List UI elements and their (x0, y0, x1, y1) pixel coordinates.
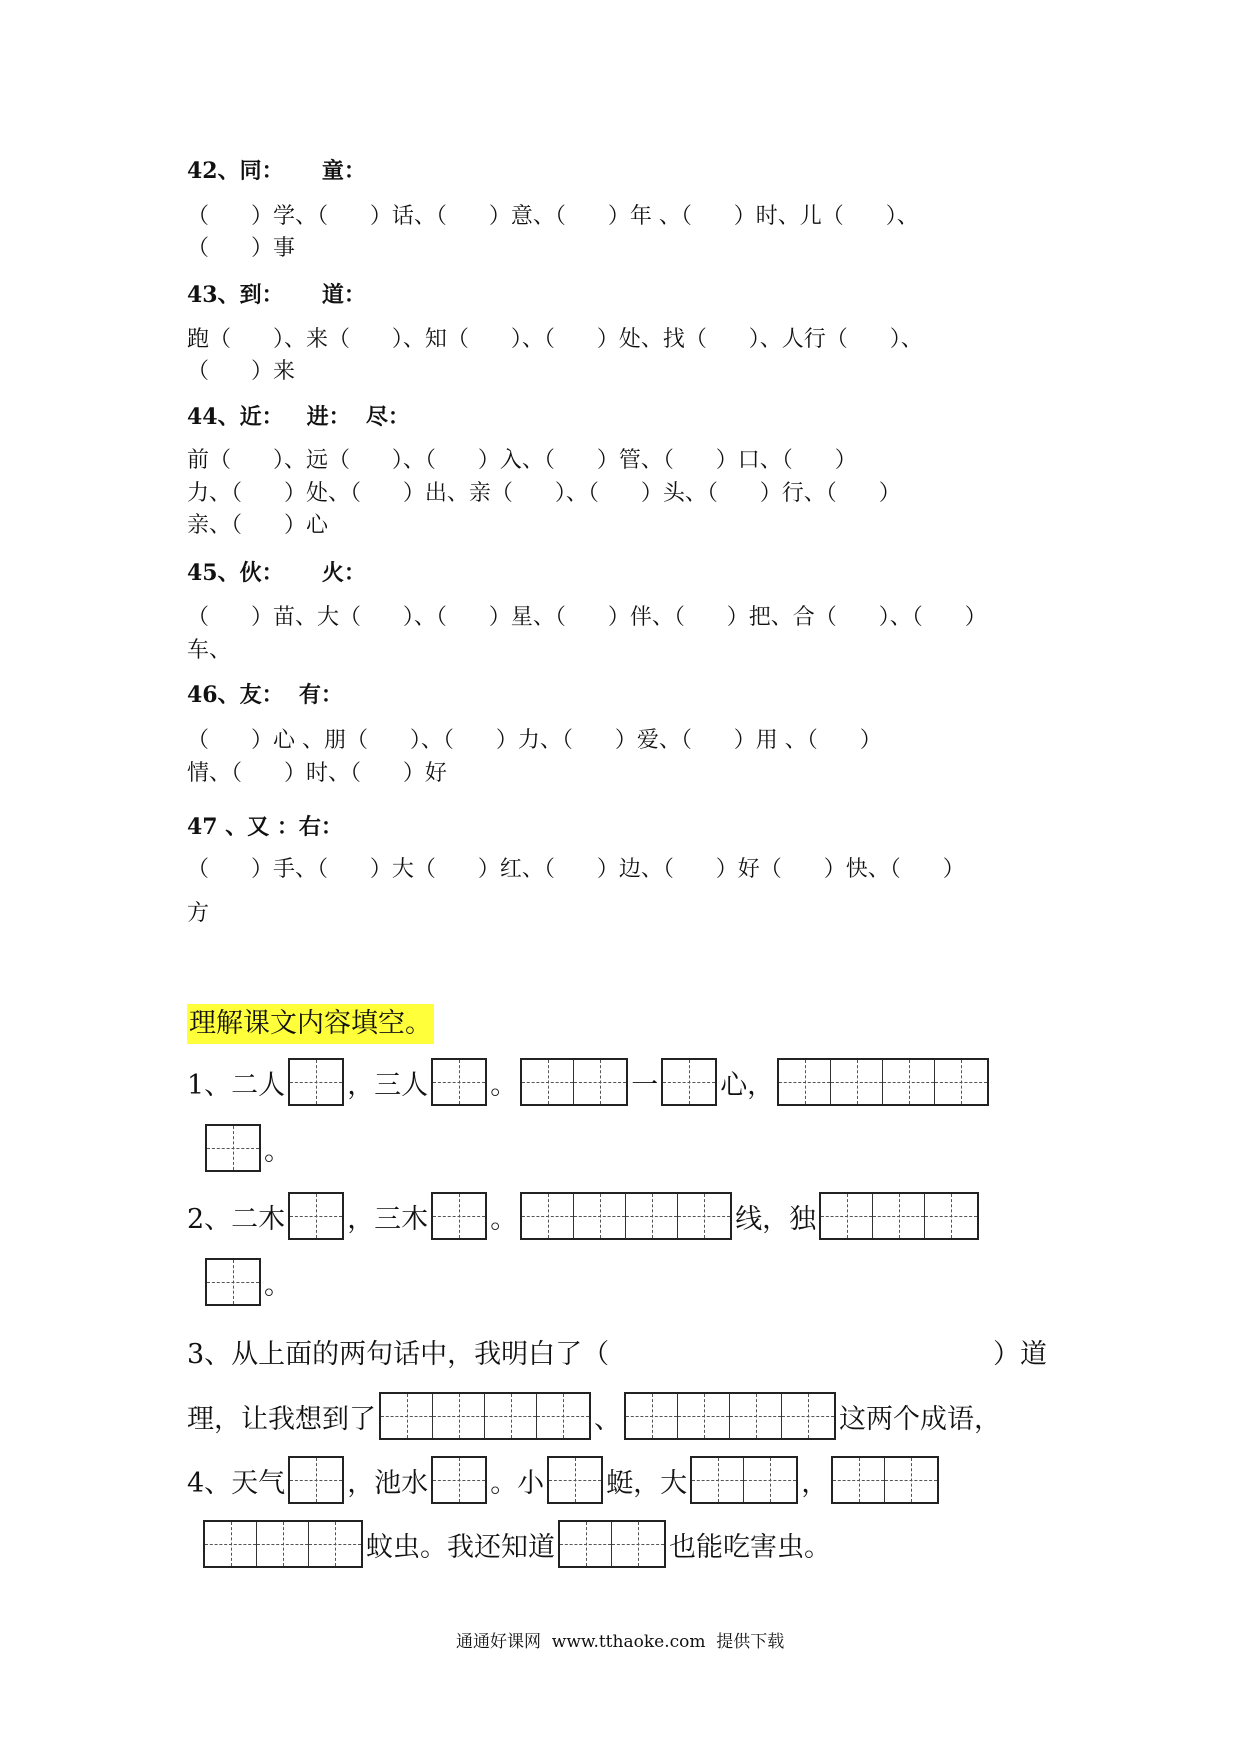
footer-text: 通通好课网 www.tthaoke.com 提供下载 (456, 1632, 785, 1652)
fill-text: ， (801, 1467, 829, 1499)
item-43-heading: 43、到： 道： (187, 282, 366, 308)
fill-text: 3、从上面的两句话中，我明白了（ (187, 1338, 610, 1370)
tianzige-box-1[interactable] (431, 1456, 487, 1504)
tianzige-box-3[interactable] (203, 1520, 363, 1568)
fill-text: ，三木 (347, 1203, 429, 1235)
tianzige-box-4[interactable] (520, 1192, 732, 1240)
fill-text: 理，让我想到了 (187, 1403, 376, 1435)
tianzige-box-2[interactable] (690, 1456, 798, 1504)
tianzige-box-2[interactable] (558, 1520, 666, 1568)
item-42-line-1: （ ）学、（ ）话、（ ）意、（ ）年 、（ ）时、儿（ ）、 (187, 204, 919, 229)
fill-text: ，池水 (347, 1467, 429, 1499)
fill-text: 蚊虫。我还知道 (366, 1531, 555, 1563)
fill-row-6 (200, 1514, 831, 1574)
tianzige-box-1[interactable] (431, 1058, 487, 1106)
tianzige-box-4[interactable] (379, 1392, 591, 1440)
fill-text: ）道 (993, 1338, 1047, 1370)
fill-text: 。小 (490, 1467, 545, 1499)
fill-row-4 (187, 1386, 1001, 1446)
fill-text: 2、二木 (187, 1203, 286, 1235)
tianzige-box-1[interactable] (431, 1192, 487, 1240)
tianzige-box-3[interactable] (819, 1192, 979, 1240)
tianzige-box-4[interactable] (777, 1058, 989, 1106)
fill-row-1b (202, 1118, 291, 1178)
fill-text: 心， (720, 1069, 775, 1101)
item-46-line-2: 情、（ ）时、（ ）好 (187, 761, 447, 786)
fill-text: 蜓，大 (606, 1467, 688, 1499)
fill-text: 线，独 (735, 1203, 817, 1235)
item-47-heading: 47 、又 ：右： (187, 814, 343, 840)
fill-row-2b (202, 1252, 291, 1312)
fill-text: 1、二人 (187, 1069, 286, 1101)
fill-text: 也能吃害虫。 (669, 1531, 831, 1563)
fill-text: 。 (264, 1135, 291, 1167)
item-42-heading: 42、同： 童： (187, 158, 366, 184)
fill-text: ，三人 (347, 1069, 429, 1101)
section-title: 理解课文内容填空。 (187, 1004, 434, 1044)
tianzige-box-1[interactable] (288, 1058, 344, 1106)
fill-text: 这两个成语， (839, 1403, 1001, 1435)
item-46-heading: 46、友： 有： (187, 682, 343, 708)
tianzige-box-4[interactable] (624, 1392, 836, 1440)
tianzige-box-2[interactable] (831, 1456, 939, 1504)
fill-text: 。 (264, 1269, 291, 1301)
item-45-line-1: （ ）苗、大（ ）、（ ）星、（ ）伴、（ ）把、合（ ）、（ ） (187, 605, 987, 630)
item-44-heading: 44、近： 进： 尽： (187, 404, 410, 430)
fill-text: 、 (594, 1403, 621, 1435)
tianzige-box-1[interactable] (661, 1058, 717, 1106)
item-45-line-2: 车、 (187, 638, 232, 663)
item-44-line-1: 前（ ）、远（ ）、（ ）入、（ ）管、（ ）口、（ ） (187, 448, 857, 473)
item-45-heading: 45、伙： 火： (187, 560, 366, 586)
fill-row-1 (187, 1052, 992, 1112)
fill-row-5 (187, 1450, 942, 1510)
item-47-line-2: 方 (187, 901, 210, 926)
fill-row-2 (187, 1186, 982, 1246)
tianzige-box-1[interactable] (288, 1456, 344, 1504)
tianzige-box-1[interactable] (288, 1192, 344, 1240)
item-46-line-1: （ ）心 、朋（ ）、（ ）力、（ ）爱、（ ）用 、（ ） (187, 728, 882, 753)
item-44-line-3: 亲、（ ）心 (187, 513, 328, 538)
item-42-line-2: （ ）事 (187, 236, 295, 261)
tianzige-box-1[interactable] (547, 1456, 603, 1504)
item-47-line-1: （ ）手、（ ）大（ ）红、（ ）边、（ ）好（ ）快、（ ） (187, 857, 965, 882)
fill-text: 一 (631, 1069, 659, 1101)
item-43-line-1: 跑（ ）、来（ ）、知（ ）、（ ）处、找（ ）、人行（ ）、 (187, 327, 923, 352)
tianzige-box-1[interactable] (205, 1258, 261, 1306)
item-44-line-2: 力、（ ）处、（ ）出、亲（ ）、（ ）头、（ ）行、（ ） (187, 481, 901, 506)
fill-text: 。 (490, 1069, 518, 1101)
tianzige-box-2[interactable] (520, 1058, 628, 1106)
fill-row-3 (187, 1321, 1047, 1381)
item-43-line-2: （ ）来 (187, 359, 295, 384)
tianzige-box-1[interactable] (205, 1124, 261, 1172)
fill-text: 4、天气 (187, 1467, 286, 1499)
fill-text: 。 (490, 1203, 518, 1235)
